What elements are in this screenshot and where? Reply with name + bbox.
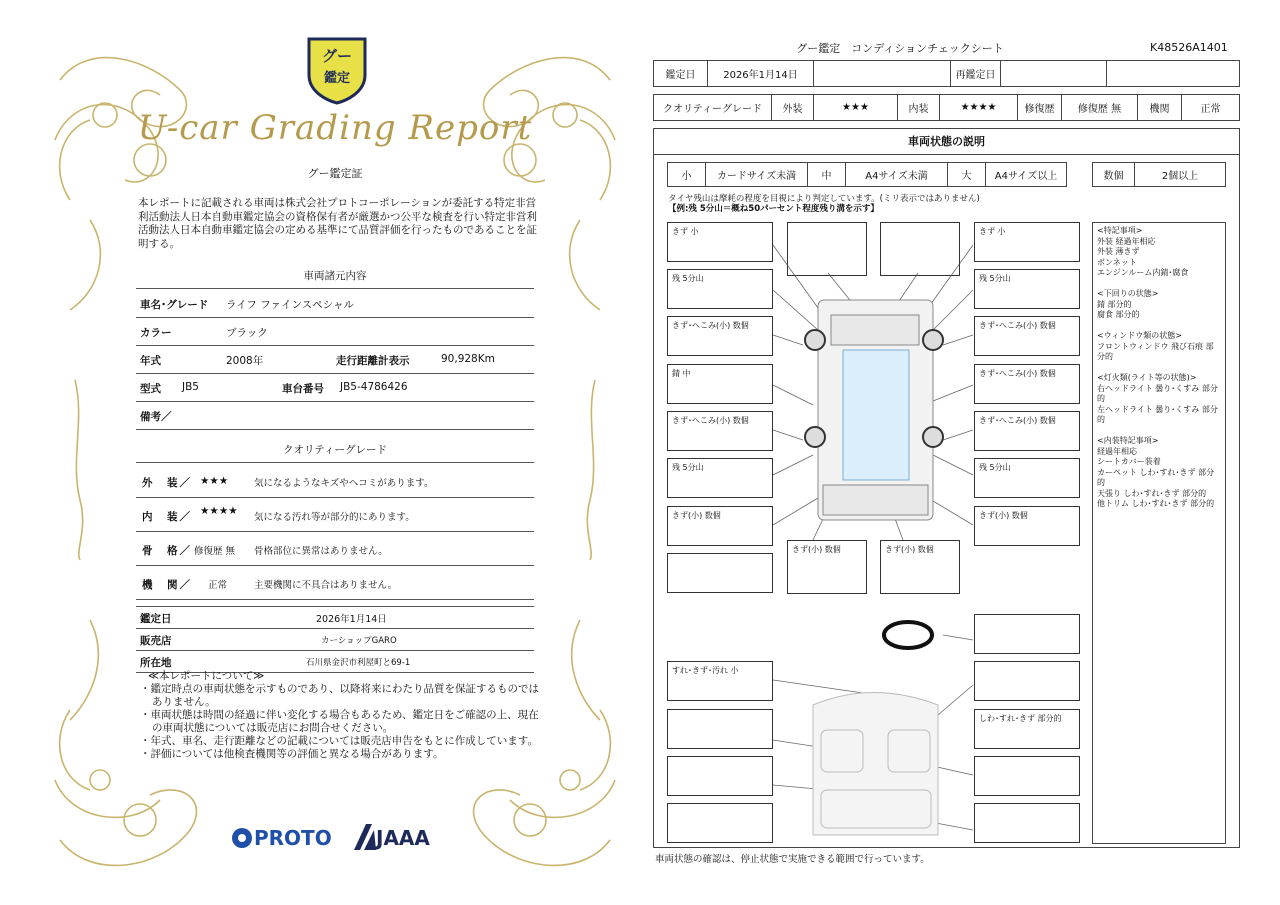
quality-row-engine [136, 567, 534, 600]
model-label: 型式 [140, 383, 161, 395]
date-label: 鑑定日 [654, 61, 708, 86]
legend-key: 中 [808, 163, 846, 186]
note-line: 経過年相応 [1097, 446, 1137, 456]
spec-row-name [136, 289, 534, 318]
damage-box: 錆 中 [667, 364, 773, 404]
note-line: 天張り しわ･すれ･きず 部分的 [1097, 488, 1207, 498]
name-value: ライフ ファインスペシャル [226, 299, 354, 311]
detail-label: 所在地 [140, 657, 172, 669]
note-line: 外装 経過年相応 [1097, 236, 1156, 246]
jaaa-text: JAAA [376, 826, 430, 850]
quality-row-exterior [136, 465, 534, 498]
note-item: ・鑑定時点の車両状態を示すものであり、以降将来にわたり品質を保証するものではありません。 [140, 683, 539, 708]
report-notes [140, 670, 540, 761]
note-item: ・年式、車名、走行距離などの記載については販売店申告をもとに作成しています。 [140, 735, 538, 747]
quality-label: 内 装／ [142, 511, 192, 523]
quality-row-interior [136, 499, 534, 532]
date-row [653, 60, 1240, 87]
proto-text: PROTO [254, 826, 332, 850]
quality-rating: ★★★ [200, 475, 229, 487]
sheet-title: グー鑑定 コンディションチェックシート [796, 42, 1004, 55]
jaaa-mark-icon [350, 822, 378, 852]
damage-box: きず(小) 数個 [974, 506, 1080, 546]
name-label: 車名･グレード [140, 299, 209, 311]
damage-box [667, 553, 773, 593]
quality-desc: 骨格部位に異常はありません。 [254, 546, 388, 557]
damage-box: きず･へこみ(小) 数個 [974, 364, 1080, 404]
note-line: <内装特記事項> [1097, 436, 1159, 445]
note-line: 錆 部分的 [1097, 299, 1132, 309]
exterior-value: ★★★ [814, 95, 898, 120]
notes-heading: ≪本レポートについて≫ [148, 670, 265, 682]
interior-box [667, 803, 773, 843]
condition-heading: 車両状態の説明 [908, 135, 985, 148]
size-legend [667, 162, 1067, 187]
spec-row-color [136, 317, 534, 346]
quality-row-frame [136, 533, 534, 566]
engine-value: 正常 [1200, 104, 1221, 115]
detail-row-date [136, 606, 534, 629]
note-line: 腐食 部分的 [1097, 310, 1140, 319]
divider [136, 462, 534, 463]
repair-label: 修復歴 [1018, 95, 1062, 120]
quality-label: 外 装／ [142, 477, 192, 489]
note-line: 右ヘッドライト 曇り･くすみ 部分的 [1097, 383, 1218, 403]
damage-box-front-left [787, 222, 867, 276]
tire-example: 【例:残 5分山＝概ね50パーセント程度残り溝を示す】 [668, 204, 879, 214]
damage-box: きず(小) 数個 [787, 540, 867, 594]
damage-box: きず･へこみ(小) 数個 [974, 316, 1080, 356]
note-line: 左ヘッドライト 曇り･くすみ 部分的 [1097, 404, 1218, 424]
damage-box: きず 小 [974, 222, 1080, 262]
logo-text-top: グー [321, 47, 352, 65]
special-notes-panel [1092, 222, 1226, 844]
note-line: <ウィンドウ類の状態> [1097, 331, 1182, 340]
certificate-intro: 本レポートに記載される車両は株式会社プロトコーポレーションが委託する特定非営利活動法人日本自動車鑑定協会の資格保有者が厳選かつ公平な検査を行い特定非営利活動法人日本自動車鑑定協会の定める基準にて品質評価を行ったものであることを証明する。 [138, 197, 537, 250]
repair-value: 修復歴 無 [1062, 95, 1138, 120]
quality-rating: 正常 [208, 580, 228, 591]
damage-box: 残 5分山 [667, 269, 773, 309]
sheet-id: K48526A1401 [1150, 41, 1228, 54]
note-item: ・評価については他検査機関等の評価と異なる場合があります。 [140, 748, 444, 760]
damage-box: きず 小 [667, 222, 773, 262]
detail-label: 販売店 [140, 635, 172, 647]
spec-row-year [136, 345, 534, 374]
count-legend [1092, 162, 1226, 187]
note-line: エンジンルーム内錆･腐食 [1097, 268, 1189, 277]
note-line: 他トリム しわ･すれ･きず 部分的 [1097, 499, 1215, 508]
detail-row-dealer [136, 628, 534, 651]
year-label: 年式 [140, 355, 161, 367]
certificate [30, 20, 640, 890]
interior-box [667, 709, 773, 749]
detail-value: 2026年1月14日 [316, 614, 387, 625]
date-value: 2026年1月14日 [708, 61, 814, 86]
note-line: 外装 薄きず [1097, 247, 1140, 256]
divider [653, 154, 1240, 155]
damage-box: きず･へこみ(小) 数個 [667, 411, 773, 451]
engine-label: 機関 [1138, 95, 1182, 120]
special-notes-list [1097, 226, 1221, 510]
spec-row-remarks [136, 401, 534, 430]
chassis-label: 車台番号 [282, 383, 324, 395]
steering-wheel-icon [884, 622, 932, 648]
certificate-subtitle: グー鑑定証 [307, 167, 363, 180]
chassis-value: JB5-4786426 [340, 381, 408, 393]
quality-label: 機 関／ [142, 579, 192, 591]
quality-desc: 気になる汚れ等が部分的にあります。 [254, 512, 415, 523]
damage-box: 残 5分山 [974, 269, 1080, 309]
quality-desc: 主要機関に不具合はありません。 [254, 580, 398, 591]
legend-key: 小 [668, 163, 706, 186]
report-title: U-car Grading Report [137, 108, 533, 148]
interior-box [974, 661, 1080, 701]
note-line [1097, 426, 1221, 437]
quality-desc: 気になるようなキズやヘコミがあります。 [254, 478, 434, 489]
interior-value: ★★★★ [940, 95, 1018, 120]
mileage-value: 90,928Km [441, 353, 495, 365]
date-extra [814, 61, 951, 86]
detail-value: 石川県金沢市利屋町と69-1 [306, 658, 411, 668]
damage-box: 残 5分山 [974, 458, 1080, 498]
color-label: カラー [140, 327, 172, 339]
count-label: 数個 [1093, 163, 1135, 186]
redate-extra [1107, 61, 1239, 86]
logo-text-bottom: 鑑定 [323, 71, 350, 86]
detail-value: カーショップGARO [321, 636, 397, 646]
quality-heading: クオリティーグレード [283, 444, 387, 456]
damage-box: きず･へこみ(小) 数個 [974, 411, 1080, 451]
tire-note: タイヤ残山は摩耗の程度を目視により判定しています。(ミリ表示ではありません) [668, 194, 980, 204]
spec-heading: 車両諸元内容 [303, 270, 367, 282]
detail-label: 鑑定日 [140, 613, 172, 625]
quality-rating: ★★★★ [200, 505, 238, 517]
note-line: <特記事項> [1097, 226, 1143, 235]
legend-key: 大 [948, 163, 986, 186]
note-line [1097, 321, 1221, 332]
note-line: <灯火類(ライト等の状態)> [1097, 373, 1197, 382]
legend-value: カードサイズ未満 [706, 163, 808, 186]
note-line: シートカバー装着 [1097, 457, 1161, 466]
exterior-label: 外装 [772, 95, 814, 120]
note-item: ・車両状態は時間の経過に伴い変化する場合もあるため、鑑定日をご確認の上、現在の車両状態については販売店にお問合せください。 [140, 709, 539, 734]
grade-row [653, 94, 1240, 121]
note-line [1097, 363, 1221, 374]
damage-box: 残 5分山 [667, 458, 773, 498]
damage-box: きず(小) 数個 [880, 540, 960, 594]
remarks-label: 備考／ [140, 411, 172, 423]
spec-row-model [136, 373, 534, 402]
interior-label: 内装 [898, 95, 940, 120]
interior-box: しわ･すれ･きず 部分的 [974, 709, 1080, 749]
note-line [1097, 279, 1221, 290]
quality-label: 骨 格／ [142, 545, 192, 557]
grade-label: クオリティーグレード [654, 95, 772, 120]
legend-value: A4サイズ未満 [846, 163, 948, 186]
interior-box [974, 614, 1080, 654]
damage-box: きず･へこみ(小) 数個 [667, 316, 773, 356]
interior-box [974, 756, 1080, 796]
note-line: カーペット しわ･すれ･きず 部分的 [1097, 467, 1215, 487]
quality-rating: 修復歴 無 [194, 546, 236, 557]
damage-box-front-right [880, 222, 960, 276]
note-line: <下回りの状態> [1097, 289, 1159, 298]
interior-box [974, 803, 1080, 843]
redate-value [1001, 61, 1107, 86]
sheet-footer: 車両状態の確認は、停止状態で実施できる範囲で行っています。 [655, 854, 930, 865]
model-value: JB5 [182, 381, 199, 393]
year-value: 2008年 [226, 355, 264, 367]
mileage-label: 走行距離計表示 [336, 355, 410, 367]
interior-box: すれ･きず･汚れ 小 [667, 661, 773, 701]
damage-box: きず(小) 数個 [667, 506, 773, 546]
color-value: ブラック [226, 327, 268, 339]
interior-box [667, 756, 773, 796]
goo-kantei-logo [305, 35, 369, 105]
note-line: フロントウィンドウ 飛び石痕 部分的 [1097, 341, 1214, 361]
redate-label: 再鑑定日 [951, 61, 1001, 86]
count-value: 2個以上 [1161, 171, 1199, 182]
legend-value: A4サイズ以上 [994, 171, 1058, 182]
note-line: ボンネット [1097, 257, 1137, 267]
